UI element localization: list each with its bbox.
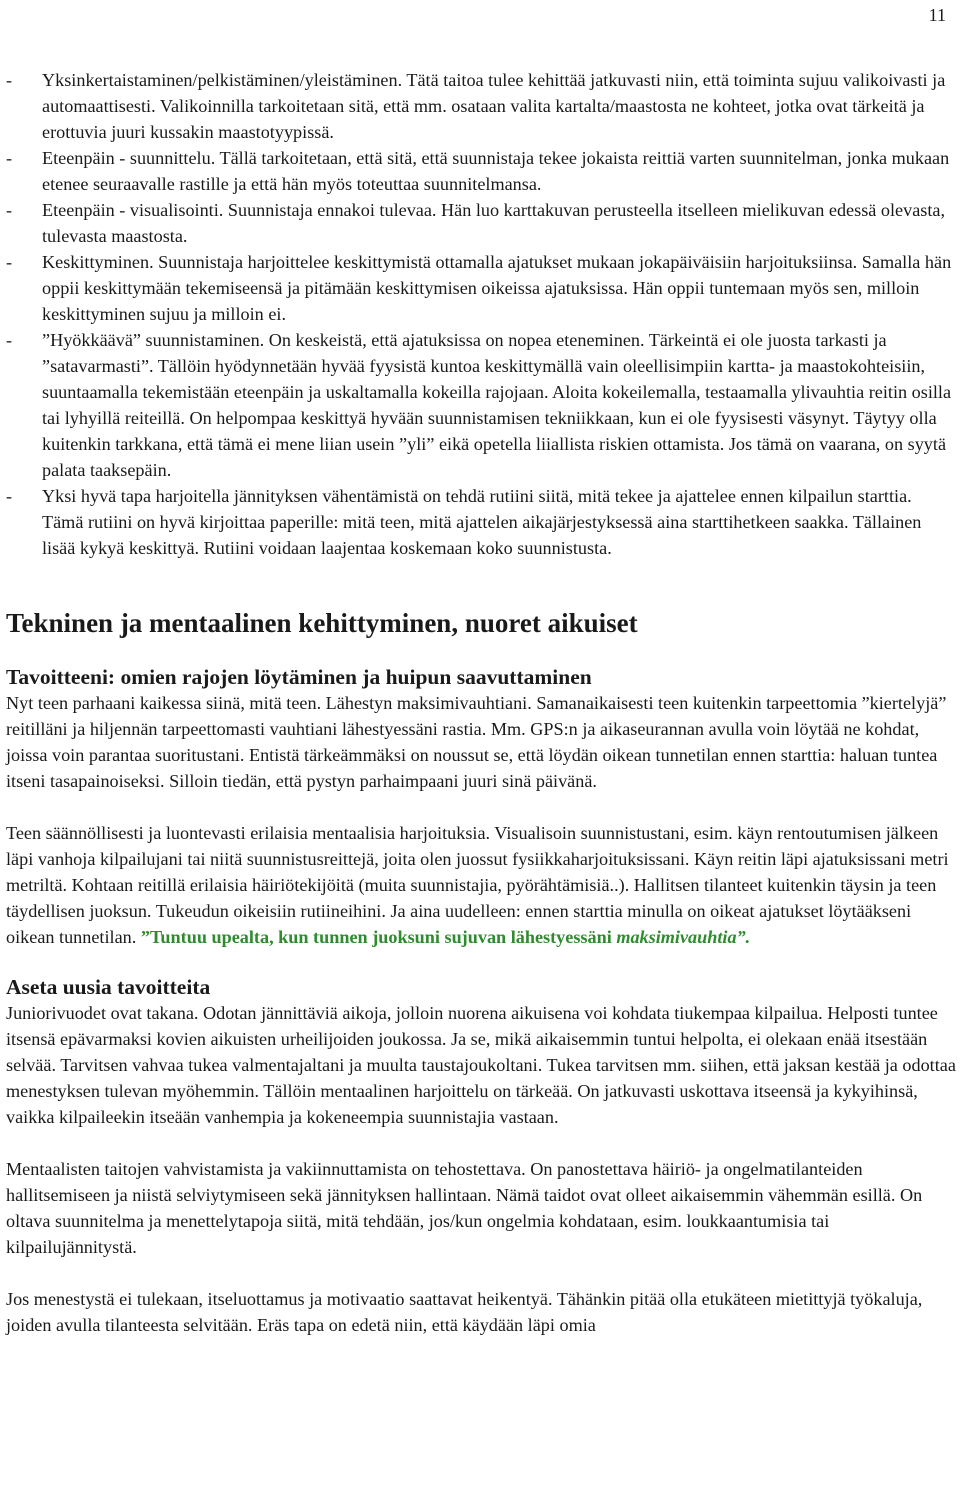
list-dash: - bbox=[6, 486, 13, 506]
list-item-text: Yksi hyvä tapa harjoitella jännityksen vähentämistä on tehdä rutiini siitä, mitä tekee ja ajattelee ennen kilpailun starttia. Tämä rutiini on hyvä kirjoittaa paperille: mitä teen, mitä ajattelen aikajärjestyksessä aina starttihetkeen saakka. Tällainen lisää kykyä keskittyä. Rutiini voidaan laajentaa koskemaan koko suunnistusta. bbox=[42, 486, 922, 558]
paragraph: Mentaalisten taitojen vahvistamista ja vakiinnuttamista on tehostettava. On panostettava häiriö- ja ongelmatilanteiden hallitsemiseen ja niistä selviytymiseen sekä jännityksen hallintaan. Nämä taidot ovat olleet aikaisemmin vähemmän esillä. On oltava suunnitelma ja menettelytapoja siitä, mitä tehdään, jos/kun ongelmia kohdataan, esim. loukkaantumisia tai kilpailujännitystä. bbox=[6, 1159, 923, 1257]
list-item bbox=[6, 483, 956, 561]
list-item bbox=[6, 249, 956, 327]
page-number: 11 bbox=[928, 5, 946, 25]
list-item-text: Eteenpäin - suunnittelu. Tällä tarkoitetaan, että sitä, että suunnistaja tekee jokaista reittiä varten suunnitelman, jonka mukaan etenee seuraavalle rastille ja että hän myös toteuttaa suunnitelmansa. bbox=[42, 148, 950, 194]
paragraph-gap bbox=[6, 1130, 956, 1156]
list-item-text: Keskittyminen. Suunnistaja harjoittelee keskittymistä ottamalla ajatukset mukaan jokapäiväisiin harjoituksiinsa. Samalla hän oppii keskittymään tekemiseensä ja pitämään keskittymisen oikeissa ajatuksissa. Hän oppii tuntemaan myös sen, milloin keskittyminen sujuu ja milloin ei. bbox=[42, 252, 952, 324]
subheading-goals: Tavoitteeni: omien rajojen löytäminen ja huipun saavuttaminen bbox=[6, 665, 592, 689]
list-dash: - bbox=[6, 200, 13, 220]
list-dash: - bbox=[6, 252, 13, 272]
list-dash: - bbox=[6, 70, 13, 90]
section-heading-main: Tekninen ja mentaalinen kehittyminen, nuoret aikuiset bbox=[6, 608, 638, 638]
paragraph-gap bbox=[6, 794, 956, 820]
list-item-text: Yksinkertaistaminen/pelkistäminen/yleistäminen. Tätä taitoa tulee kehittää jatkuvasti niin, että toiminta sujuu valikoivasti ja automaattisesti. Valikoinnilla tarkoitetaan sitä, että mm. osataan valita kartalta/maastosta ne kohteet, jotka ovat tärkeitä ja erottuvia juuri kussakin maastotyypissä. bbox=[42, 70, 946, 142]
paragraph: Nyt teen parhaani kaikessa siinä, mitä teen. Lähestyn maksimivauhtiani. Samanaikaisesti teen kuitenkin tarpeettomia ”kiertelyjä” reitilläni ja hiljennän tarpeettomasti vauhtiani lähestyessäni rastia. Mm. GPS:n ja aikaseurannan avulla voin löytää ne kohdat, joissa voin parantaa suoritustani. Entistä tärkeämmäksi on noussut se, että löydän oikean tunnetilan ennen starttia: haluan tuntea itseni tasapainoiseksi. Silloin tiedän, että pystyn parhaimpaani juuri sinä päivänä. bbox=[6, 693, 947, 791]
list-item-text: ”Hyökkäävä” suunnistaminen. On keskeistä, että ajatuksissa on nopea eteneminen. Tärkeintä ei ole juosta tarkasti ja ”satavarmasti”. Tällöin hyödynnetään hyvää fyysistä kuntoa keskittymällä vain oleellisimpiin kartta- ja maastokohteisiin, suuntaamalla tekemistään eteenpäin ja uskaltamalla kokeilla rajojaan. Aloita kokeilemalla, testaamalla ylivauhtia reitin osilla tai lyhyillä reiteillä. On helpompaa keskittyä hyvään suunnistamisen tekniikkaan, kun ei ole fyysisesti väsynyt. Täytyy olla kuitenkin tarkkana, että tämä ei mene liian usein ”yli” eikä opetella liiallista riskien ottamista. Jos tämä on vaarana, on syytä palata taaksepäin. bbox=[42, 330, 952, 480]
list-item bbox=[6, 67, 956, 145]
list-item bbox=[6, 197, 956, 249]
paragraph-gap bbox=[6, 1260, 956, 1286]
paragraph: Jos menestystä ei tulekaan, itseluottamus ja motivaatio saattavat heikentyä. Tähänkin pitää olla etukäteen mietittyjä työkaluja, joiden avulla tilanteesta selvitään. Eräs tapa on edetä niin, että käydään läpi omia bbox=[6, 1289, 923, 1335]
list-dash: - bbox=[6, 148, 13, 168]
green-quote: ”Tuntuu upealta, kun tunnen juoksuni sujuvan lähestyessäni bbox=[140, 927, 617, 947]
list-item bbox=[6, 145, 956, 197]
document-body bbox=[6, 67, 956, 1338]
paragraph-text: Teen säännöllisesti ja luontevasti erilaisia mentaalisia harjoituksia. Visualisoin suunnistustani, esim. käyn rentoutumisen jälkeen läpi vanhoja kilpailujani tai niitä suunnistusreittejä, joita olen juossut fysiikkaharjoituksissani. Käyn reitin läpi ajatuksissani metri metriltä. Kohtaan reitillä erilaisia häiriötekijöitä (muita suunnistajia, pyörähtämisiä..). Hallitsen tilanteet kuitenkin täysin ja teen täydellisen juoksun. Tukeudun oikeisiin rutiineihini. Ja aina uudelleen: ennen starttia minulla on oikeat ajatukset löytääkseni oikean tunnetilan. bbox=[6, 823, 949, 947]
list-dash: - bbox=[6, 330, 13, 350]
paragraph-with-quote bbox=[6, 820, 956, 950]
list-item-text: Eteenpäin - visualisointi. Suunnistaja ennakoi tulevaa. Hän luo karttakuvan perusteella itselleen mielikuvan edessä olevasta, tulevasta maastosta. bbox=[42, 200, 946, 246]
paragraph: Juniorivuodet ovat takana. Odotan jännittäviä aikoja, jolloin nuorena aikuisena voi kohdata tiukempaa kilpailua. Helposti tuntee itsensä epävarmaksi kovien aikuisten urheilijoiden joukossa. Ja se, mikä aikaisemmin tuntui helpolta, ei olekaan enää itsestään selvää. Tarvitsen vahvaa tukea valmentajaltani ja muulta taustajoukoltani. Tukea tarvitsen mm. siihen, että jaksan kestää ja odottaa menestyksen tulevan myöhemmin. Tällöin mentaalinen harjoittelu on tärkeää. On jatkuvasti uskottava itseensä ja kykyihinsä, vaikka kilpaileekin itseään vanhempia ja kokeneempia suunnistajia vastaan. bbox=[6, 1003, 956, 1127]
list-item bbox=[6, 327, 956, 483]
subheading-new-goals: Aseta uusia tavoitteita bbox=[6, 975, 211, 999]
green-quote-italic: maksimivauhtia”. bbox=[616, 927, 751, 947]
